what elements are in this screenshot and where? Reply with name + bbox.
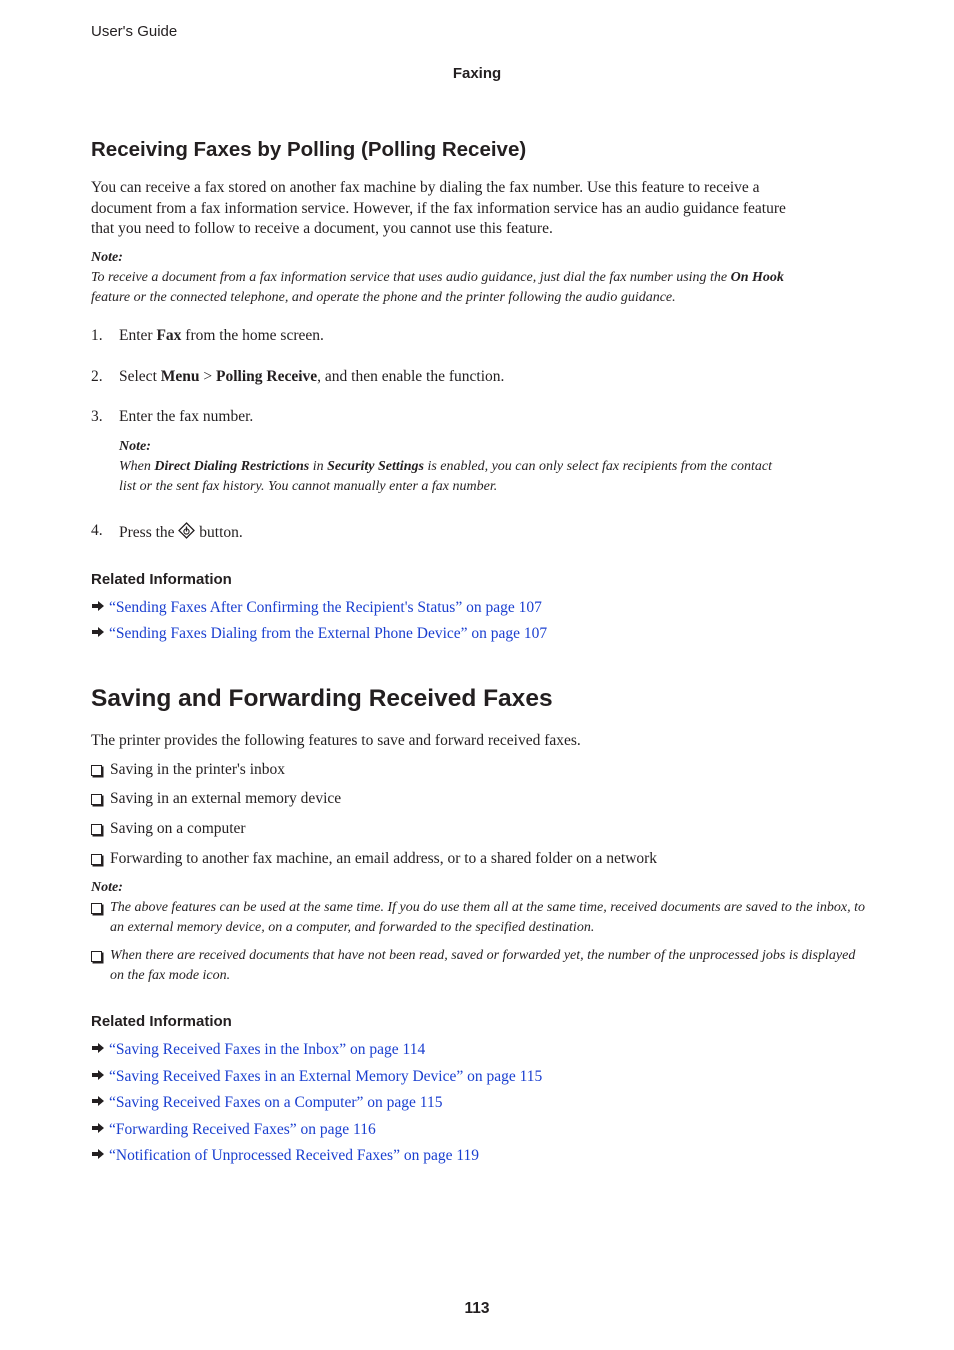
- related-link-row[interactable]: [91, 1068, 542, 1086]
- checkbox-bullet-icon: [91, 765, 102, 776]
- note-text: feature or the connected telephone, and operate the phone and the printer following the audio guidance.: [91, 289, 676, 305]
- step-number: 2.: [91, 368, 103, 385]
- link-saving-external-memory[interactable]: “Saving Received Faxes in an External Memory Device” on page 115: [109, 1068, 543, 1085]
- link-confirm-recipient-status[interactable]: “Sending Faxes After Confirming the Recipient's Status” on page 107: [109, 599, 542, 616]
- checkbox-bullet-icon: [91, 794, 102, 805]
- link-forwarding[interactable]: “Forwarding Received Faxes” on page 116: [109, 1121, 376, 1138]
- step-text: Press the button.: [119, 522, 243, 544]
- note-label: Note:: [91, 880, 123, 895]
- related-link-row[interactable]: [91, 1094, 442, 1112]
- ui-term-direct-dialing: Direct Dialing Restrictions: [154, 459, 310, 474]
- arrow-right-icon: [91, 1147, 109, 1165]
- intro-line: document from a fax information service. However, if the fax information service has an audio guidance feature: [91, 199, 786, 217]
- step-number: 3.: [91, 408, 103, 425]
- arrow-right-icon: [91, 625, 109, 643]
- step-4: [0, 522, 954, 544]
- related-link-row[interactable]: [91, 599, 542, 617]
- start-button-icon: [178, 522, 195, 544]
- related-info-heading: Related Information: [91, 571, 232, 588]
- note-text: To receive a document from a fax information service that uses audio guidance, just dial the fax number using the: [91, 270, 731, 285]
- saving-intro: The printer provides the following features to save and forward received faxes.: [91, 732, 581, 749]
- guide-title: User's Guide: [91, 23, 178, 40]
- polling-heading: Receiving Faxes by Polling (Polling Receive): [91, 138, 527, 161]
- step-text: Select Menu > Polling Receive, and then enable the function.: [119, 368, 505, 385]
- step-number: 1.: [91, 327, 103, 344]
- step-3: [0, 408, 954, 428]
- link-saving-computer[interactable]: “Saving Received Faxes on a Computer” on page 115: [109, 1094, 443, 1111]
- ui-term-menu: Menu: [160, 368, 200, 385]
- note-list-item: When there are received documents that have not been read, saved or forwarded yet, the number of the unprocessed jobs is displayed on the fax mode icon.: [91, 946, 871, 985]
- step-2: [0, 368, 954, 388]
- step-number: 4.: [91, 522, 103, 539]
- note-label: Note:: [91, 250, 123, 265]
- checkbox-bullet-icon: [91, 951, 102, 962]
- note-list-item: The above features can be used at the same time. If you do use them all at the same time, received documents are saved to the inbox, to an external memory device, on a computer, and forwarded to the specified destination.: [91, 898, 871, 937]
- ui-term-fax: Fax: [156, 327, 182, 344]
- checkbox-bullet-icon: [91, 903, 102, 914]
- arrow-right-icon: [91, 1094, 109, 1112]
- related-link-row[interactable]: [91, 625, 547, 643]
- polling-intro: [91, 178, 891, 240]
- arrow-right-icon: [91, 1068, 109, 1086]
- related-link-row[interactable]: [91, 1121, 376, 1139]
- link-notification-unprocessed[interactable]: “Notification of Unprocessed Received Faxes” on page 119: [109, 1147, 480, 1164]
- arrow-right-icon: [91, 1121, 109, 1139]
- related-link-row[interactable]: [91, 1147, 479, 1165]
- saving-heading: Saving and Forwarding Received Faxes: [91, 685, 553, 712]
- note-label: Note:: [119, 439, 151, 454]
- arrow-right-icon: [91, 599, 109, 617]
- related-info-heading: Related Information: [91, 1013, 232, 1030]
- page-number: 113: [464, 1300, 490, 1317]
- ui-term-security-settings: Security Settings: [327, 459, 424, 474]
- step-text: Enter the fax number.: [119, 408, 254, 425]
- intro-line: You can receive a fax stored on another fax machine by dialing the fax number. Use this feature to receive a: [91, 179, 760, 196]
- checkbox-bullet-icon: [91, 824, 102, 835]
- intro-line: that you need to follow to receive a document, you cannot use this feature.: [91, 220, 553, 237]
- step-1: [0, 327, 954, 347]
- related-link-row[interactable]: [91, 1041, 425, 1059]
- section-header: Faxing: [452, 65, 502, 82]
- step3-note: When Direct Dialing Restrictions in Security Settings is enabled, you can only select fax recipients from the contact list or the sent fax history. You cannot manually enter a fax number.: [119, 459, 773, 494]
- polling-note: [91, 268, 891, 307]
- arrow-right-icon: [91, 1041, 109, 1059]
- ui-term-polling-receive: Polling Receive: [216, 368, 318, 385]
- step-text: Enter Fax from the home screen.: [119, 327, 324, 344]
- link-saving-inbox[interactable]: “Saving Received Faxes in the Inbox” on page 114: [109, 1041, 426, 1058]
- link-external-phone-device[interactable]: “Sending Faxes Dialing from the External Phone Device” on page 107: [109, 625, 548, 642]
- note-bold-on-hook: On Hook: [730, 270, 784, 285]
- checkbox-bullet-icon: [91, 854, 102, 865]
